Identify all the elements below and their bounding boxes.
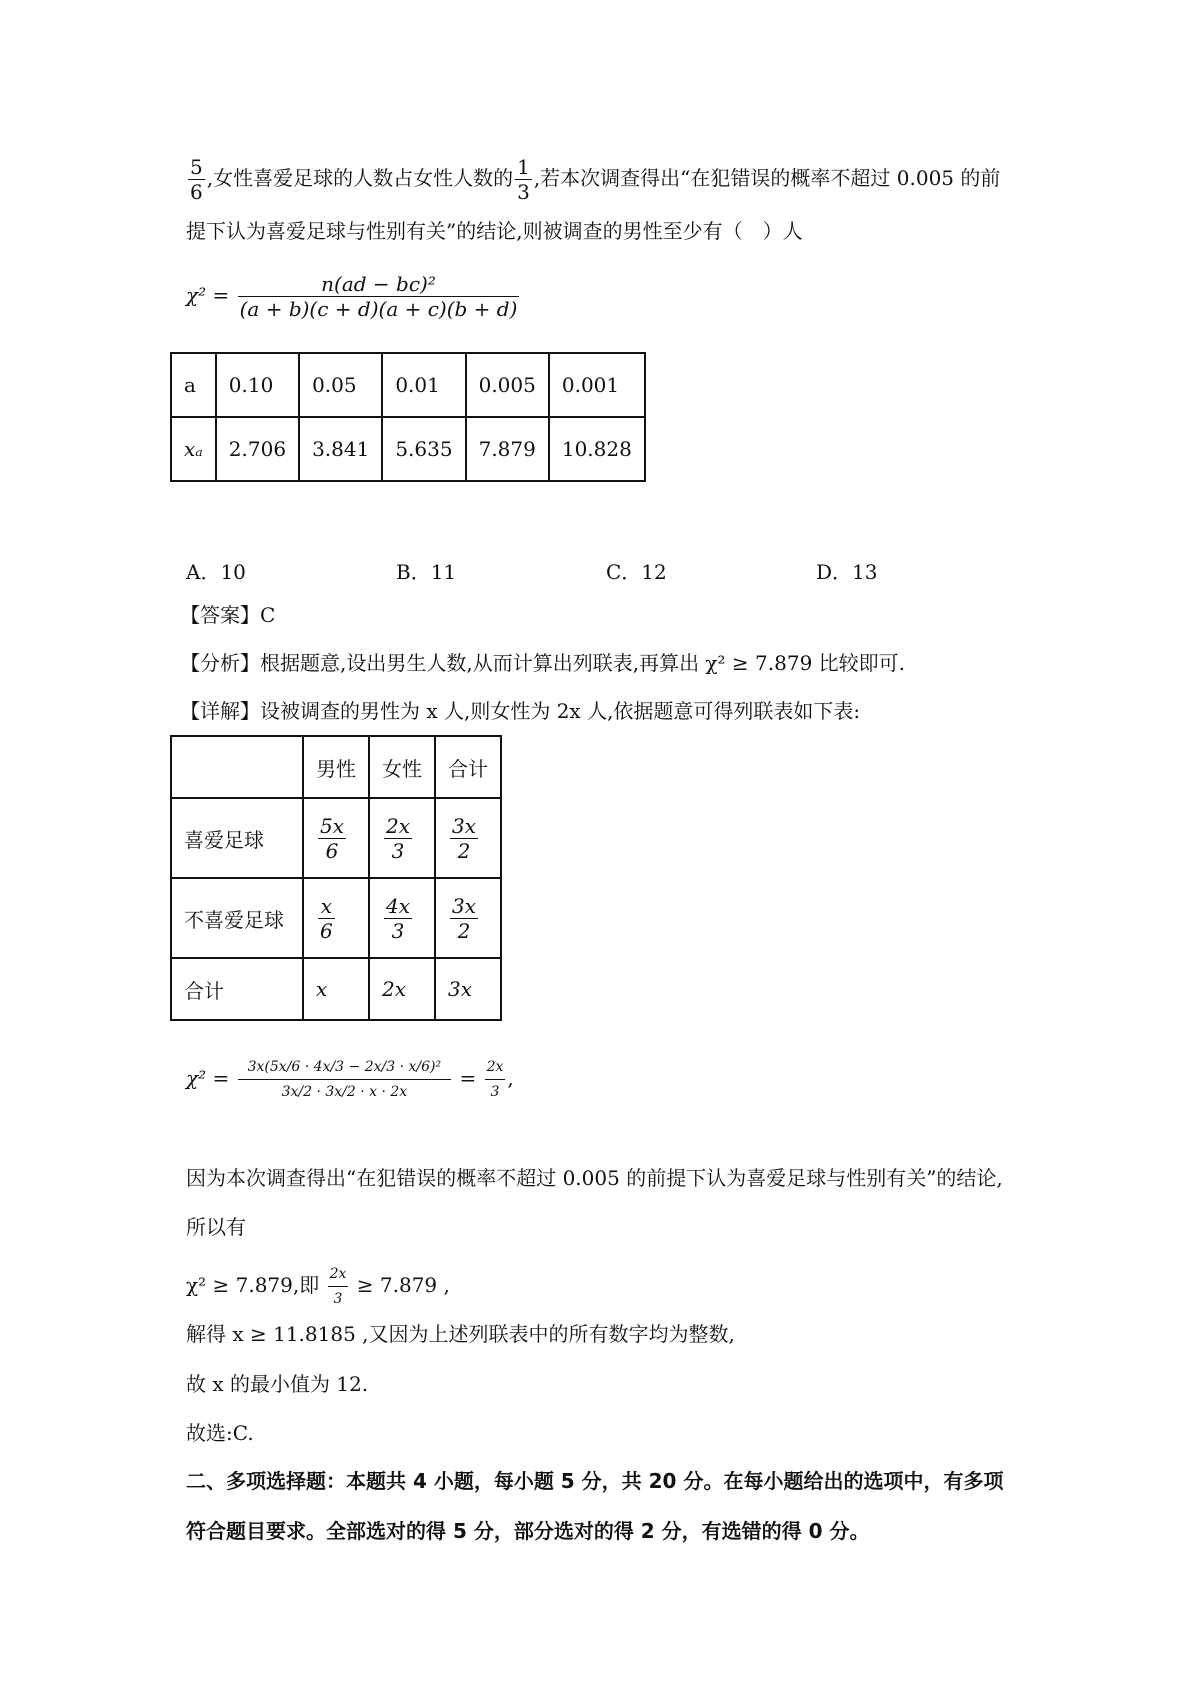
problem-line-1: $\frac{5}{6}$ ,女性喜爱足球的人数占女性人数的 $\frac{1}{3}$ ,若本次调查得出“在犯错误的概率不超过 0.005 的前 (190, 155, 1001, 204)
problem-line-2: 提下认为喜爱足球与性别有关”的结论,则被调查的男性至少有（ ）人 (186, 219, 803, 243)
analysis-line: 【分析】根据题意,设出男生人数,从而计算出列联表,再算出 χ² ≥ 7.879 比较即可. (180, 651, 906, 675)
table-cell: 7.879 (466, 417, 549, 481)
option-d: D．13 (816, 560, 878, 584)
option-a: A．10 (186, 560, 246, 584)
table-cell: a (171, 353, 216, 417)
table-cell: 0.05 (299, 353, 382, 417)
table-cell: $\frac{4x}{3}$ (369, 878, 435, 958)
table-cell: $\frac{3x}{2}$ (435, 798, 501, 878)
table-cell: 喜爱足球 (171, 798, 303, 878)
table-cell: $\frac{5x}{6}$ (303, 798, 369, 878)
section-heading-line-1: 二、多项选择题：本题共 4 小题，每小题 5 分，共 20 分。在每小题给出的选项中，有多项 (186, 1469, 1004, 1493)
table-cell: 10.828 (549, 417, 645, 481)
table-cell: 5.635 (382, 417, 465, 481)
table-cell: 2.706 (216, 417, 299, 481)
table-cell: x (303, 958, 369, 1020)
answer-line: 【答案】C (180, 603, 276, 627)
table-row (171, 417, 645, 481)
table-cell: $\frac{3x}{2}$ (435, 878, 501, 958)
table-cell: xₐ (171, 417, 216, 481)
table-cell: 2x (369, 958, 435, 1020)
table-row (171, 353, 645, 417)
section-heading-line-2: 符合题目要求。全部选对的得 5 分，部分选对的得 2 分，有选错的得 0 分。 (186, 1519, 870, 1543)
table-row (171, 878, 501, 958)
fraction-female-ratio: $\frac{1}{3}$ (517, 155, 530, 204)
table-row (171, 798, 501, 878)
table-cell: 男性 (303, 736, 369, 798)
table-cell (171, 736, 303, 798)
min-value-line: 故 x 的最小值为 12. (186, 1372, 369, 1396)
table-cell: 3x (435, 958, 501, 1020)
table-cell: 0.01 (382, 353, 465, 417)
detail-line: 【详解】设被调查的男性为 x 人,则女性为 2x 人,依据题意可得列联表如下表: (180, 699, 861, 723)
chi-square-formula: χ² = $\frac{\text{n(ad − bc)²}}{(a + b)(c + d)(a + c)(b + d)}$ (186, 272, 518, 321)
therefore-line: 所以有 (186, 1215, 246, 1239)
option-b: B．11 (396, 560, 457, 584)
table-cell: 合计 (171, 958, 303, 1020)
table-cell: $\frac{x}{6}$ (303, 878, 369, 958)
table-cell: 合计 (435, 736, 501, 798)
inequality-line: χ² ≥ 7.879,即 $\frac{2x}{3}$ ≥ 7.879 , (186, 1262, 450, 1311)
choice-line: 故选:C. (186, 1421, 254, 1445)
table-cell: 0.005 (466, 353, 549, 417)
table-cell: 0.10 (216, 353, 299, 417)
table-cell: 女性 (369, 736, 435, 798)
fraction-male-ratio: $\frac{5}{6}$ (190, 155, 203, 204)
option-c: C．12 (606, 560, 667, 584)
table-cell: 0.001 (549, 353, 645, 417)
solve-line: 解得 x ≥ 11.8185 ,又因为上述列联表中的所有数字均为整数, (186, 1322, 735, 1346)
table-cell: 3.841 (299, 417, 382, 481)
reason-line: 因为本次调查得出“在犯错误的概率不超过 0.005 的前提下认为喜爱足球与性别有关”的结论, (186, 1166, 1003, 1190)
table-row (171, 958, 501, 1020)
chi-square-calculation: χ² = $\frac{\text{3x(5x/6 · 4x/3 − 2x/3 · x/6)²}}{3x/2 \cdot 3x/2 \cdot x \cdot 2x}$ = $\frac{2x}{3}$ , (186, 1055, 514, 1104)
contingency-table (170, 735, 502, 1021)
critical-value-table (170, 352, 646, 482)
table-row (171, 736, 501, 798)
table-cell: $\frac{2x}{3}$ (369, 798, 435, 878)
table-cell: 不喜爱足球 (171, 878, 303, 958)
